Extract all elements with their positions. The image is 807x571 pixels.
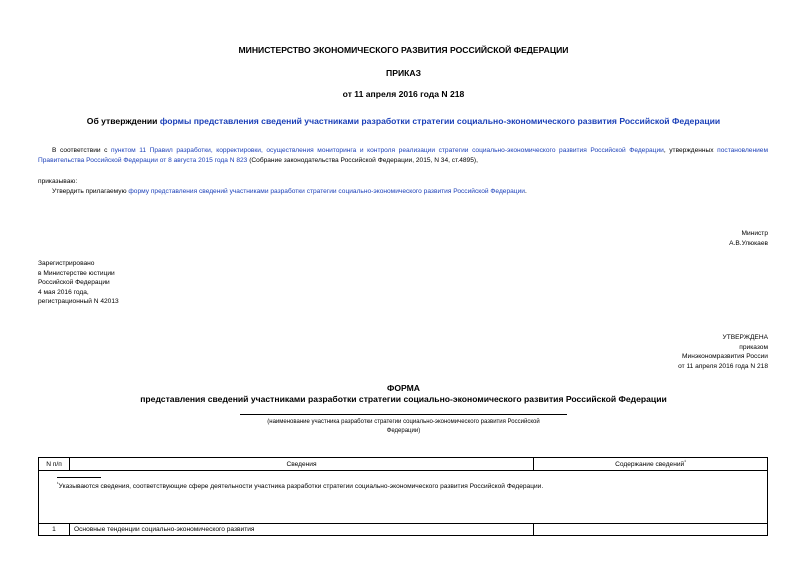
participant-caption: (наименование участника разработки стратегии социально-экономического развития Российской Федерации) xyxy=(267,419,540,434)
doc-type-heading: ПРИКАЗ xyxy=(386,68,421,78)
registration-line: Зарегистрировано xyxy=(38,260,95,267)
title-form-link[interactable]: формы представления сведений участниками разработки стратегии социально-экономического развития Российской Федерации xyxy=(159,116,721,126)
registration-line: 4 мая 2016 года, xyxy=(38,288,89,296)
registration-line: Российской Федерации xyxy=(38,279,110,287)
participant-name-line[interactable] xyxy=(240,414,567,415)
table-row xyxy=(39,524,768,536)
header-content xyxy=(534,458,768,471)
header-number: N п/п xyxy=(39,458,70,471)
footnote-cell xyxy=(39,471,768,524)
footnote-marker: ¹ xyxy=(57,481,59,487)
header-information: Сведения xyxy=(70,458,534,471)
order-keyword: приказываю: xyxy=(38,178,78,185)
approval-line: УТВЕРЖДЕНА xyxy=(722,334,768,341)
form-subtitle: представления сведений участниками разработки стратегии социально-экономического развития Российской Федерации xyxy=(140,394,667,404)
order-text-2: . xyxy=(524,188,527,195)
footnote-separator xyxy=(57,477,101,478)
signature-block xyxy=(568,229,768,248)
government-decree-link[interactable]: постановлением Правительства Российской Федерации от 8 августа 2015 года N 823 xyxy=(38,147,769,164)
order-text-1: Утвердить прилагаемую xyxy=(52,188,129,195)
title-prefix: Об утверждении xyxy=(86,116,160,126)
approved-form-link[interactable]: форму представления сведений участниками разработки стратегии социально-экономического развития Российской Федерации xyxy=(128,188,525,195)
footnote-row xyxy=(39,471,768,524)
approval-line: от 11 апреля 2016 года N 218 xyxy=(678,362,768,370)
row-content-cell[interactable] xyxy=(534,524,768,536)
registration-block xyxy=(38,259,258,307)
document-title xyxy=(0,116,807,126)
row-number: 1 xyxy=(39,524,70,536)
form-title: ФОРМА xyxy=(386,383,420,393)
row-information: Основные тенденции социально-экономического развития xyxy=(70,524,534,536)
ministry-heading: МИНИСТЕРСТВО ЭКОНОМИЧЕСКОГО РАЗВИТИЯ РОССИЙСКОЙ ФЕДЕРАЦИИ xyxy=(238,45,569,55)
signature-name: А.В.Улюкаев xyxy=(729,239,768,247)
footnote-text: Указываются сведения, соответствующие сфере деятельности участника разработки стратегии социально-экономического развития Российской Федерации. xyxy=(58,483,544,491)
registration-line: регистрационный N 42013 xyxy=(38,298,119,306)
signature-position: Министр xyxy=(741,230,768,237)
information-table xyxy=(38,457,768,536)
approval-line: Минэкономразвития России xyxy=(682,353,768,361)
preamble-text-3: (Собрание законодательства Российской Федерации, 2015, N 34, ст.4895), xyxy=(247,156,478,164)
preamble-paragraph xyxy=(38,146,768,165)
registration-line: в Министерстве юстиции xyxy=(38,269,115,277)
header-content-label: Содержание сведений xyxy=(615,461,685,469)
order-paragraph xyxy=(52,187,768,197)
rules-item-11-link[interactable]: пунктом 11 Правил разработки, корректировки, осуществления мониторинга и контроля реализации стратегии социально-экономического развития Российской Федерации xyxy=(111,147,664,154)
header-footnote-marker: ¹ xyxy=(684,459,686,466)
approval-block xyxy=(518,333,768,371)
preamble-text-2: , утвержденных xyxy=(663,147,718,154)
approval-line: приказом xyxy=(739,343,768,351)
table-header-row xyxy=(39,458,768,471)
order-date-number: от 11 апреля 2016 года N 218 xyxy=(342,89,465,99)
preamble-text-1: В соответствии с xyxy=(52,147,112,154)
